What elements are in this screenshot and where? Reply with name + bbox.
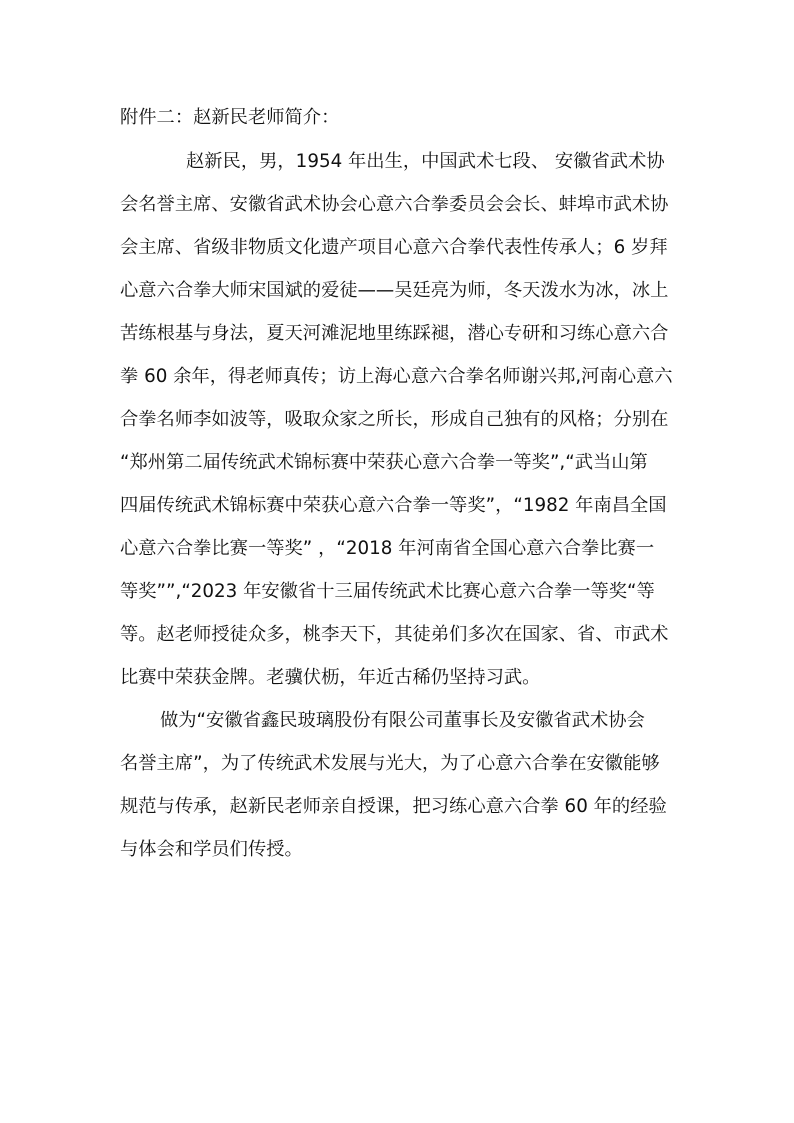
paragraph-line: 会主席、省级非物质文化遗产项目心意六合拳代表性传承人；6 岁拜 <box>120 237 668 258</box>
paragraph-line: “郑州第二届传统武术锦标赛中荣获心意六合拳一等奖”,“武当山第 <box>120 452 648 473</box>
paragraph-line: 合拳名师李如波等，吸取众家之所长，形成自己独有的风格；分别在 <box>120 409 669 430</box>
paragraph-line: 名誉主席”，为了传统武术发展与光大，为了心意六合拳在安徽能够 <box>120 753 660 774</box>
paragraph-line: 赵新民，男，1954 年出生，中国武术七段、 安徽省武术协 <box>186 151 665 172</box>
paragraph-line: 心意六合拳大师宋国斌的爱徒——吴廷亮为师，冬天泼水为冰，冰上 <box>120 280 669 301</box>
paragraph-line: 比赛中荣获金牌。老骥伏枥，年近古稀仍坚持习武。 <box>120 667 541 688</box>
document-heading: 附件二：赵新民老师简介： <box>120 107 340 128</box>
paragraph-line: 会名誉主席、安徽省武术协会心意六合拳委员会会长、蚌埠市武术协 <box>120 194 669 215</box>
paragraph-line: 与体会和学员们传授。 <box>120 839 303 860</box>
paragraph-line: 心意六合拳比赛一等奖” ，“2018 年河南省全国心意六合拳比赛一 <box>120 538 655 559</box>
paragraph-line: 等奖””,“2023 年安徽省十三届传统武术比赛心意六合拳一等奖“等 <box>120 581 655 602</box>
paragraph-line: 做为“安徽省鑫民玻璃股份有限公司董事长及安徽省武术协会 <box>160 710 645 731</box>
paragraph-line: 四届传统武术锦标赛中荣获心意六合拳一等奖”，“1982 年南昌全国 <box>120 495 667 516</box>
paragraph-line: 规范与传承，赵新民老师亲自授课，把习练心意六合拳 60 年的经验 <box>120 796 667 817</box>
paragraph-line: 苦练根基与身法，夏天河滩泥地里练踩褪，潜心专研和习练心意六合 <box>120 323 669 344</box>
paragraph-line: 等。赵老师授徒众多，桃李天下，其徒弟们多次在国家、省、市武术 <box>120 624 669 645</box>
paragraph-line: 拳 60 余年，得老师真传；访上海心意六合拳名师谢兴邦,河南心意六 <box>120 366 673 387</box>
